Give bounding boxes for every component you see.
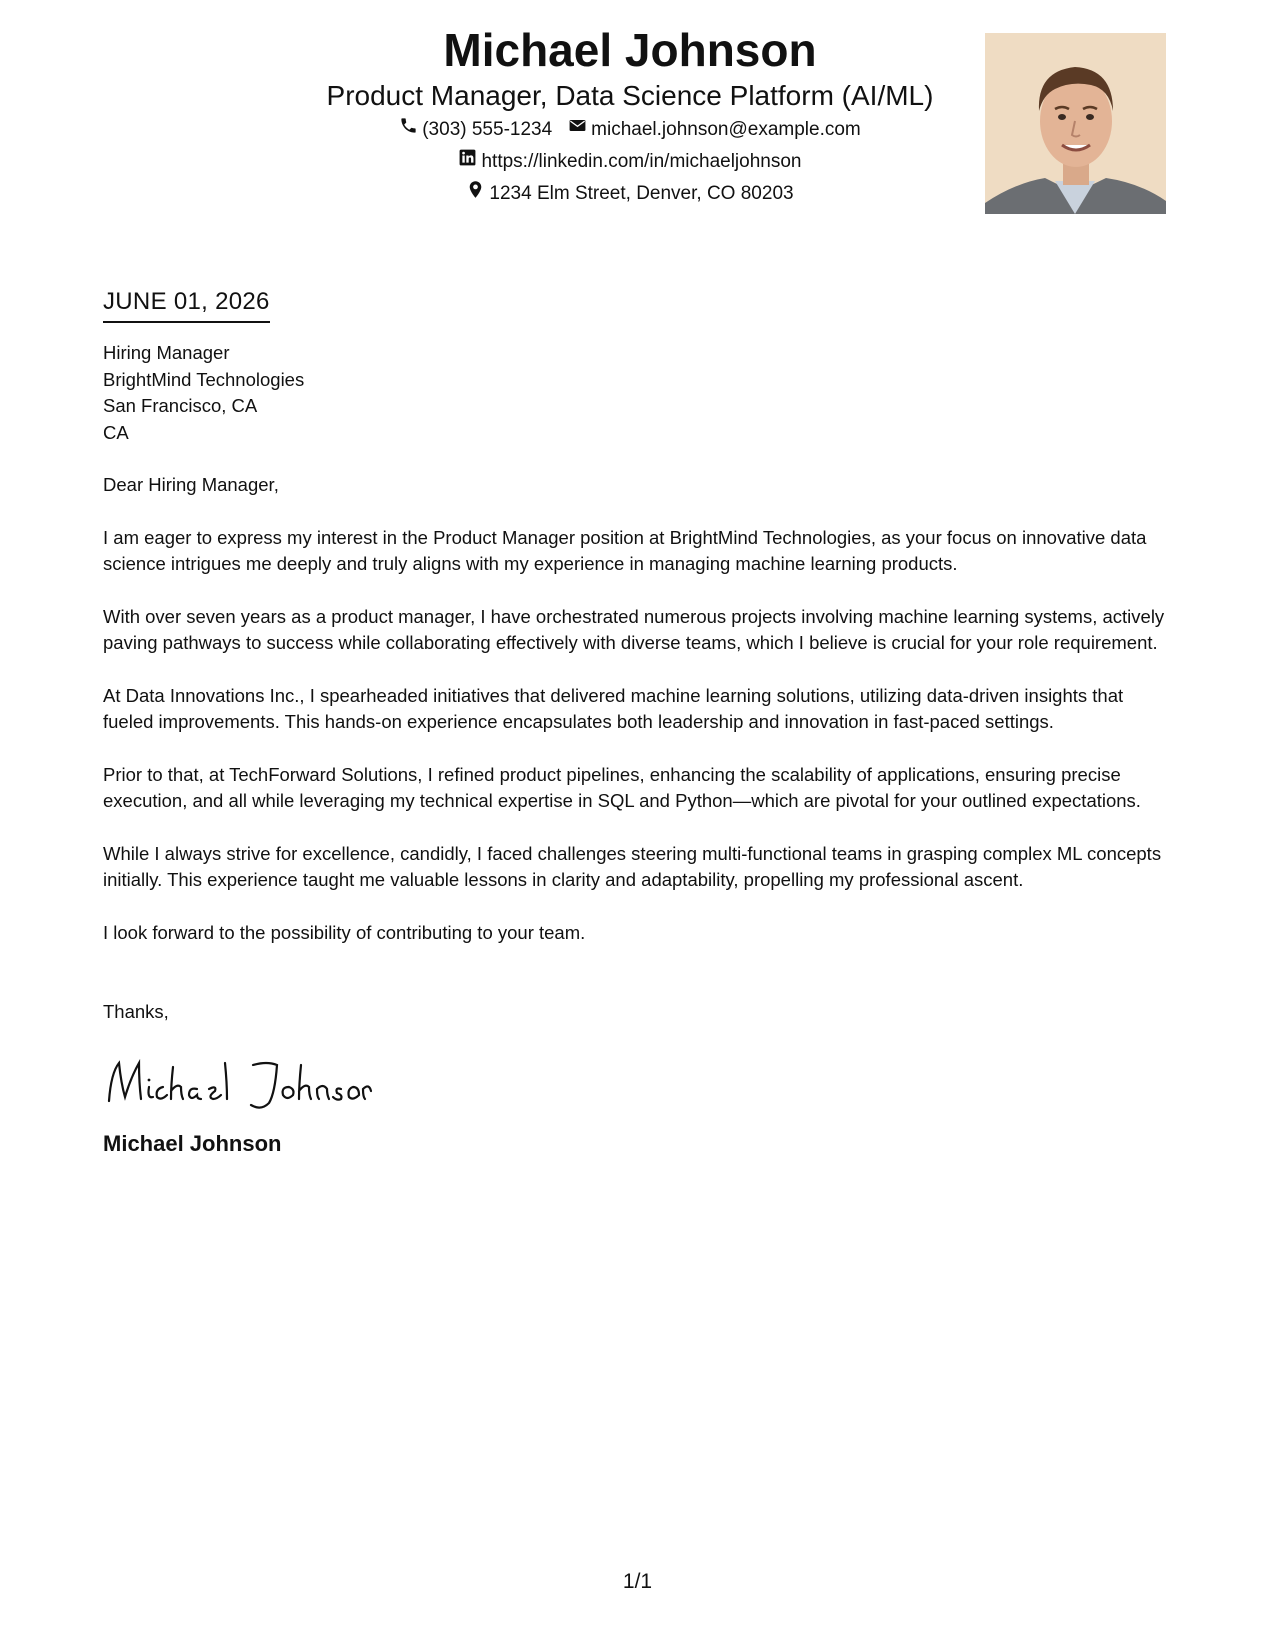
- recipient-line: Hiring Manager: [103, 342, 230, 363]
- email-address[interactable]: michael.johnson@example.com: [591, 119, 861, 140]
- contact-phone: [399, 114, 552, 146]
- linkedin-url[interactable]: https://linkedin.com/in/michaeljohnson: [481, 151, 802, 172]
- letter-date: JUNE 01, 2026: [103, 285, 270, 323]
- street-address: 1234 Elm Street, Denver, CO 80203: [489, 183, 794, 204]
- phone-icon: [399, 114, 418, 146]
- page-number: 1/1: [622, 1570, 653, 1593]
- recipient-line: BrightMind Technologies: [103, 368, 305, 390]
- contact-linkedin: [458, 146, 801, 178]
- map-pin-icon: [466, 178, 485, 210]
- letter-header: [0, 0, 1275, 230]
- phone-number[interactable]: (303) 555-1234: [422, 119, 553, 140]
- body-paragraph: While I always strive for excellence, candidly, I faced challenges steering multi-functional teams in grasping complex ML concepts initially. This experience taught me valuable lessons in clarity and adaptability, propelling my professional ascent.: [103, 843, 1162, 890]
- contact-line-address: [230, 178, 1030, 210]
- envelope-icon: [568, 114, 587, 146]
- body-paragraph: I am eager to express my interest in the Product Manager position at BrightMind Technologies, as your focus on innovative data science intrigues me deeply and truly aligns with my experience in managing machine learning products.: [103, 527, 1147, 574]
- closing: Thanks,: [103, 1001, 169, 1022]
- contact-line-linkedin: [230, 146, 1030, 178]
- salutation: Dear Hiring Manager,: [103, 474, 279, 495]
- header-text-block: [230, 22, 1030, 210]
- applicant-name: Michael Johnson: [443, 24, 817, 76]
- letter-body: [103, 285, 1173, 1157]
- body-paragraph: Prior to that, at TechForward Solutions, I refined product pipelines, enhancing the scalability of applications, ensuring precise execution, and all while leveraging my technical expertise in SQL and Python—which are pivotal for your outlined expectations.: [103, 764, 1141, 811]
- profile-photo: [985, 33, 1166, 214]
- contact-line-phone-email: [230, 114, 1030, 146]
- recipient-line: CA: [103, 421, 129, 443]
- contact-address: [466, 178, 793, 210]
- signer-name: Michael Johnson: [103, 1131, 282, 1156]
- contact-email: [568, 114, 861, 146]
- applicant-title: Product Manager, Data Science Platform (AI/ML): [326, 80, 934, 111]
- body-paragraph: I look forward to the possibility of contributing to your team.: [103, 922, 586, 943]
- linkedin-icon: [458, 146, 477, 178]
- body-paragraph: At Data Innovations Inc., I spearheaded initiatives that delivered machine learning solutions, utilizing data-driven insights that fueled improvements. This hands-on experience encapsulates both leadership and innovation in fast-paced settings.: [103, 685, 1124, 732]
- body-paragraph: With over seven years as a product manager, I have orchestrated numerous projects involving machine learning systems, actively paving pathways to success while collaborating effectively with diverse teams, which I believe is crucial for your role requirement.: [103, 606, 1165, 653]
- recipient-line: San Francisco, CA: [103, 395, 258, 416]
- recipient-block: [103, 340, 1173, 446]
- handwritten-signature: [103, 1053, 1173, 1113]
